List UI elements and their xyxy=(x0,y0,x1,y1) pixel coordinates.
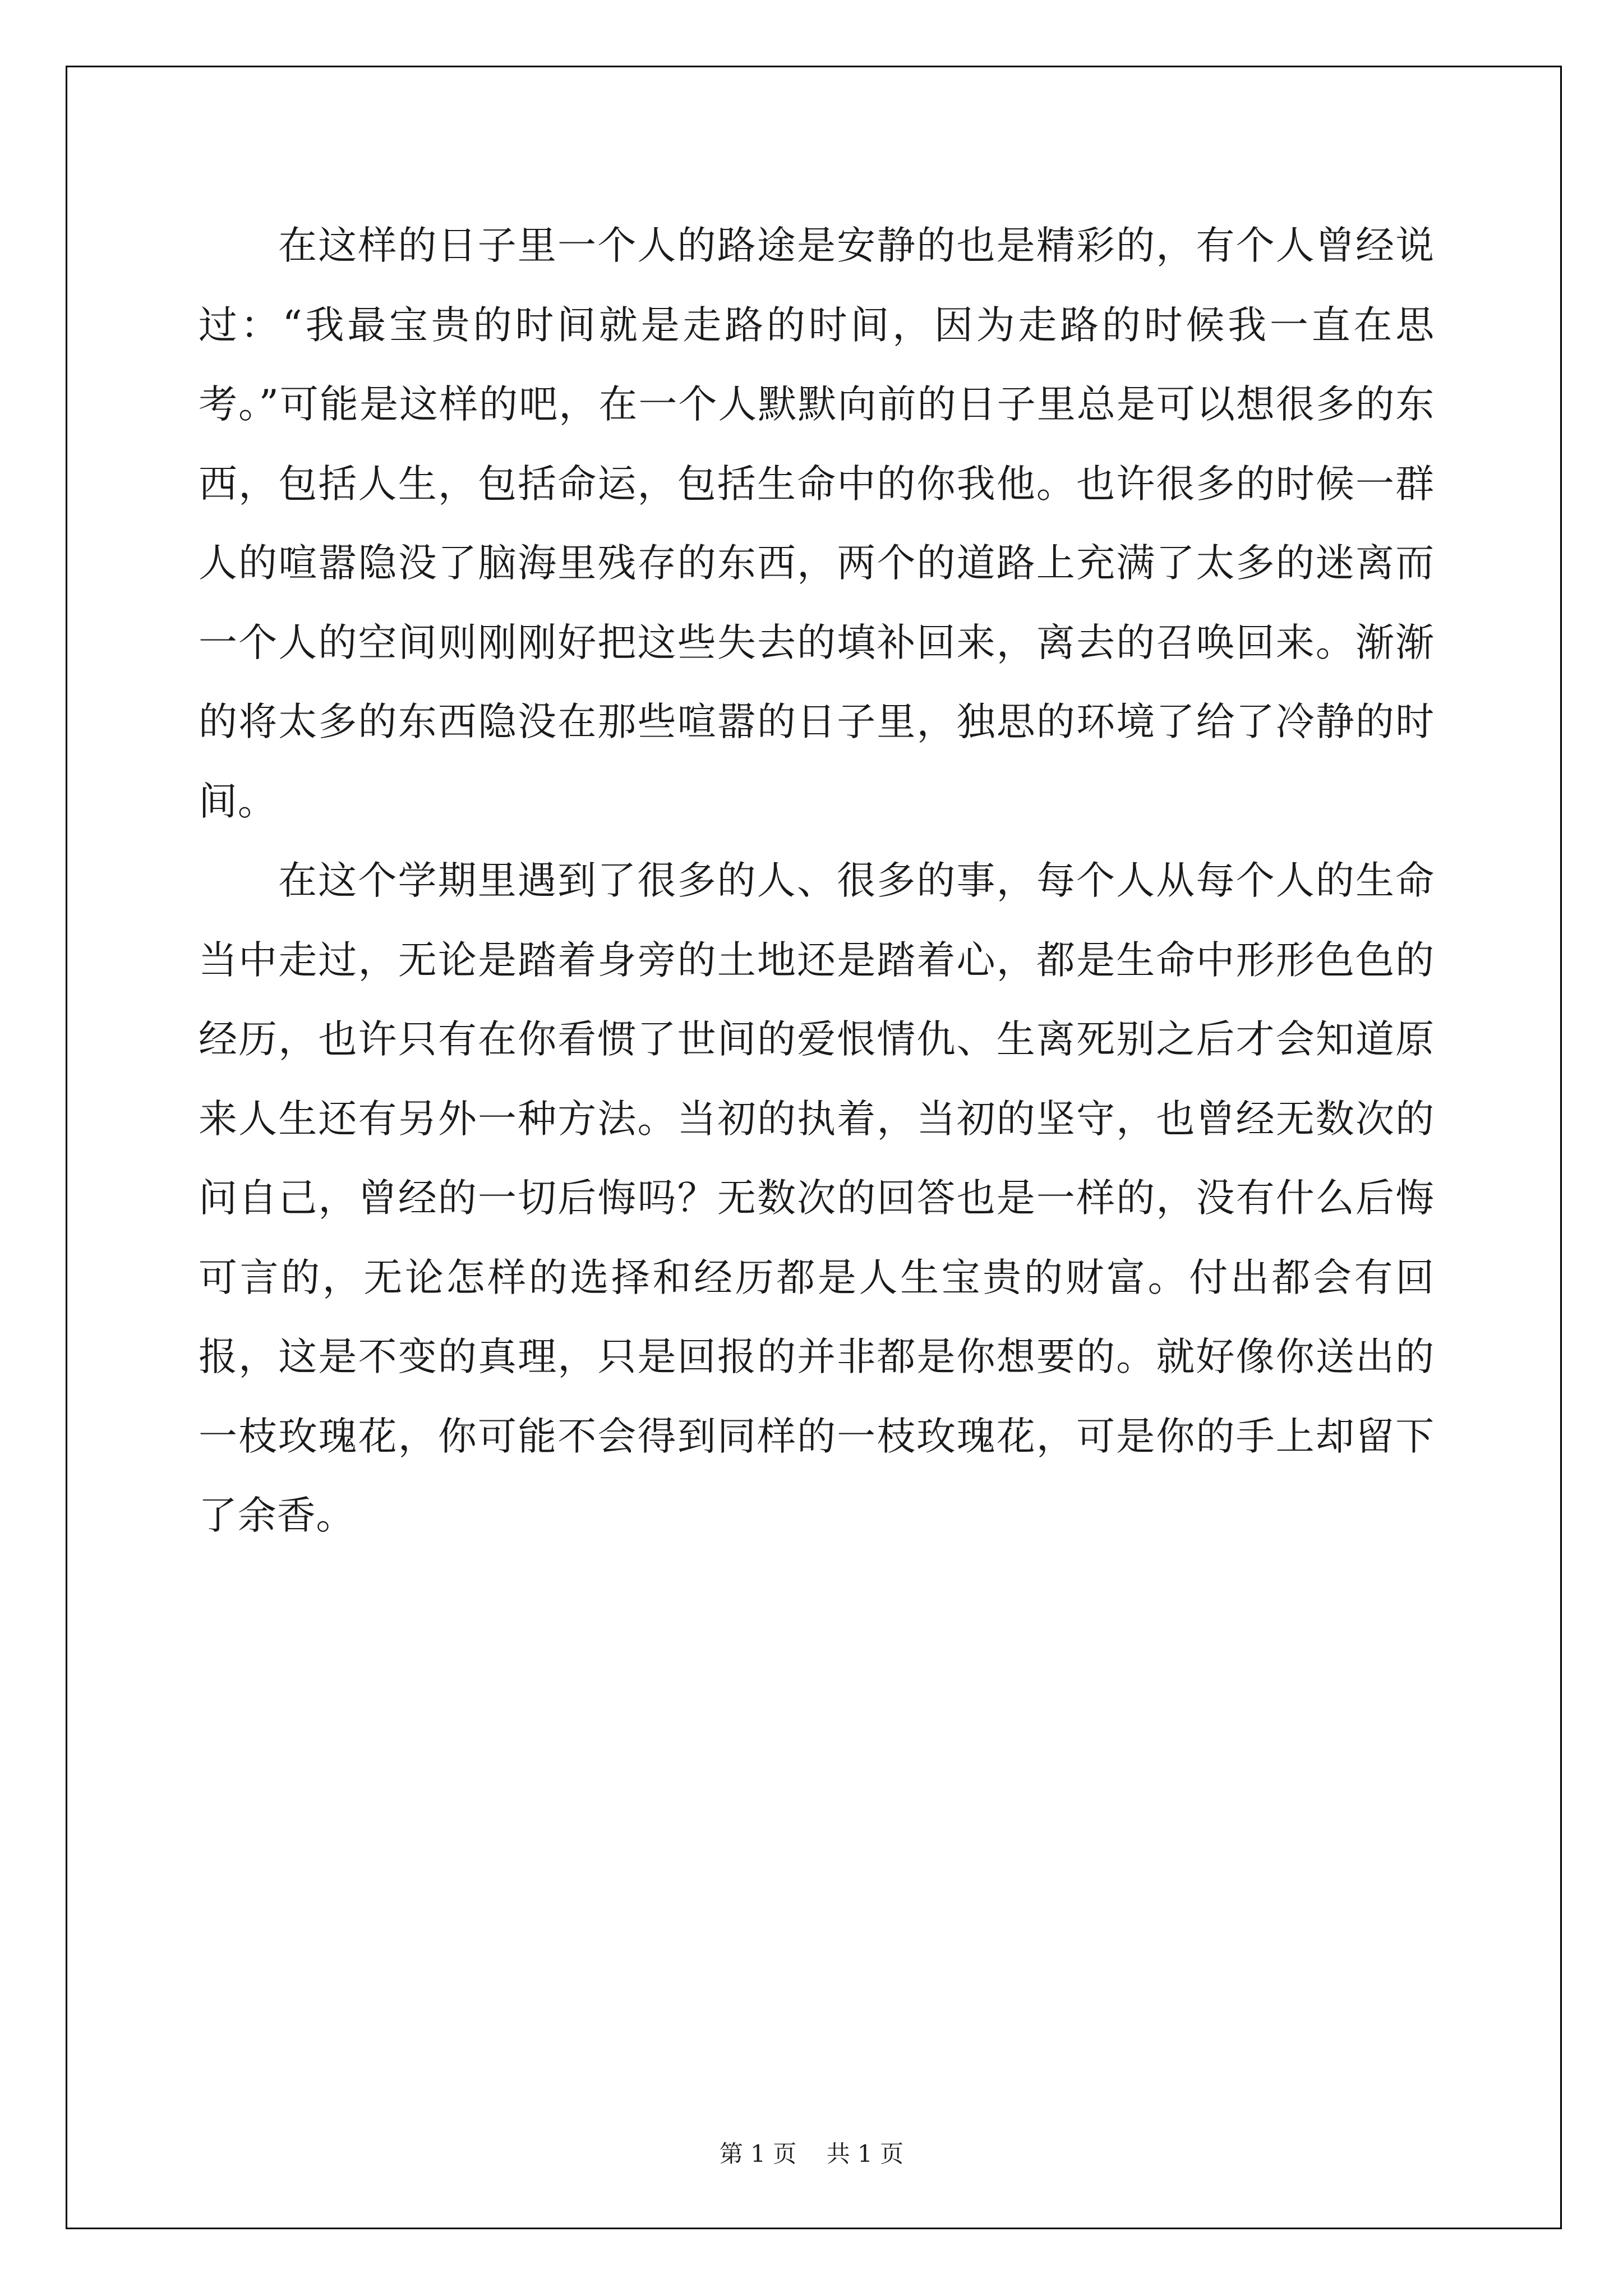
paragraph-1: 在这样的日子里一个人的路途是安静的也是精彩的，有个人曾经说过：“我最宝贵的时间就是走路的时间，因为走路的时候我一直在思考。”可能是这样的吧，在一个人默默向前的日子里总是可以想很多的东西，包括人生，包括命运，包括生命中的你我他。也许很多的时候一群人的喧嚣隐没了脑海里残存的东西，两个的道路上充满了太多的迷离而一个人的空间则刚刚好把这些失去的填补回来，离去的召唤回来。渐渐的将太多的东西隐没在那些喧嚣的日子里，独思的环境了给了冷静的时间。 xyxy=(199,223,1435,824)
paragraph-2: 在这个学期里遇到了很多的人、很多的事，每个人从每个人的生命当中走过，无论是踏着身旁的土地还是踏着心，都是生命中形形色色的经历，也许只有在你看惯了世间的爱恨情仇、生离死别之后才会知道原来人生还有另外一种方法。当初的执着，当初的坚守，也曾经无数次的问自己，曾经的一切后悔吗？无数次的回答也是一样的，没有什么后悔可言的，无论怎样的选择和经历都是人生宝贵的财富。付出都会有回报，这是不变的真理，只是回报的并非都是你想要的。就好像你送出的一枝玫瑰花，你可能不会得到同样的一枝玫瑰花，可是你的手上却留下了余香。 xyxy=(199,858,1435,1538)
document-body xyxy=(199,206,1435,1556)
page-total: 共 1 页 xyxy=(826,2140,904,2168)
page-number: 第 1 页 xyxy=(719,2140,797,2168)
page-footer xyxy=(0,2140,1623,2168)
footer-spacer xyxy=(796,2140,826,2168)
